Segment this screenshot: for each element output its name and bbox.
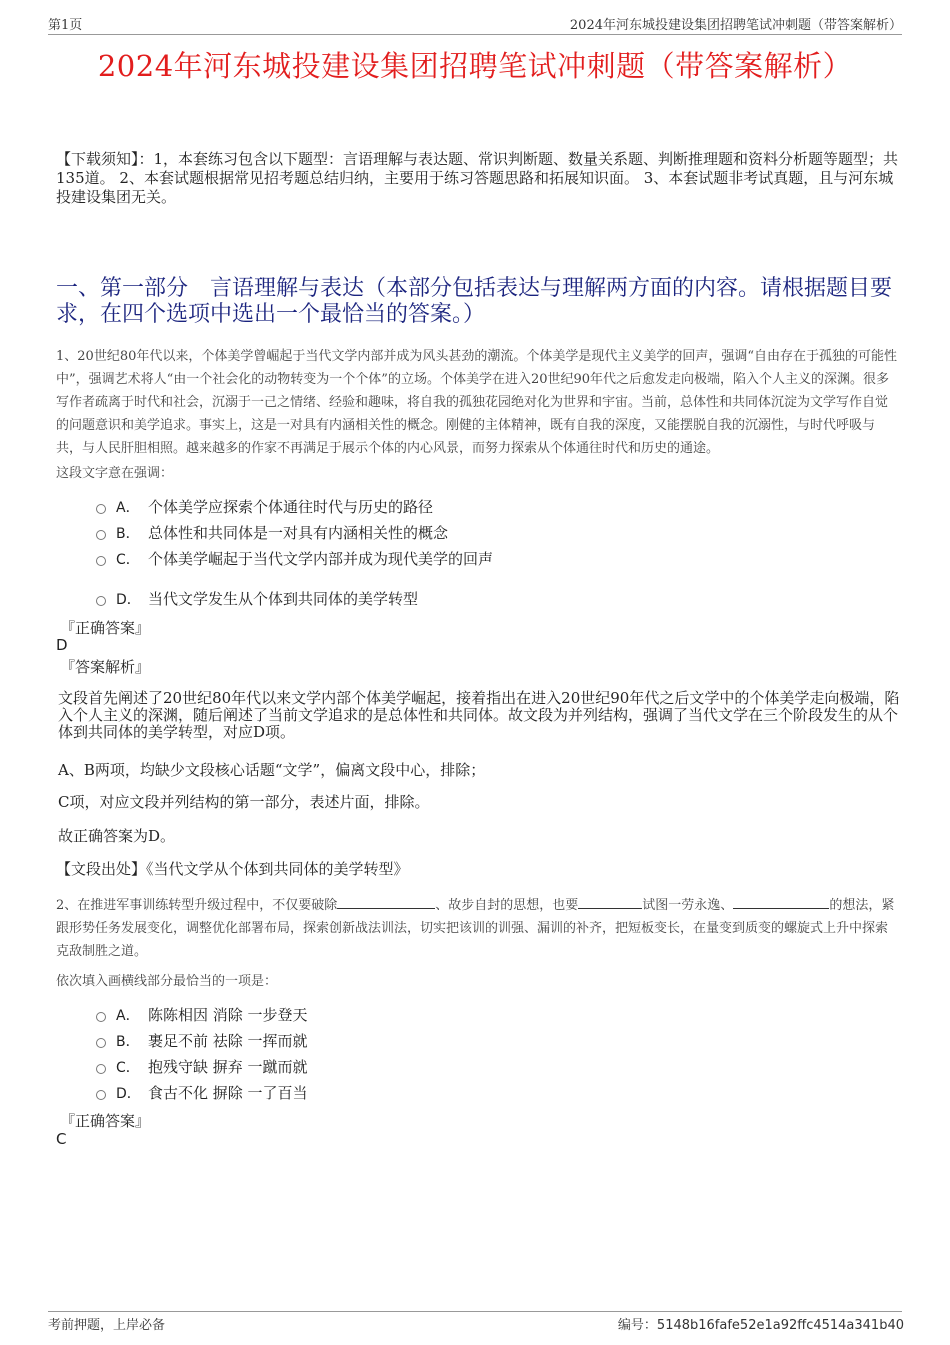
running-title: 2024年河东城投建设集团招聘笔试冲刺题（带答案解析） <box>569 18 902 33</box>
answer-label: 『正确答案』 <box>60 1112 151 1130</box>
q2-option-c[interactable] <box>96 1056 308 1077</box>
q1-option-a[interactable] <box>96 496 433 517</box>
option-text: 当代文学发生从个体到共同体的美学转型 <box>148 590 419 608</box>
question-text-segment: 的想法，紧跟形势任务发展变化，调整优化部署布局，探索创新战法训法，切实把该训的训强、漏训的补齐，把短板变长，在量变到质变的螺旋式上升中探索克敌制胜之道。 <box>56 898 895 959</box>
radio-icon[interactable] <box>96 1038 106 1048</box>
radio-icon[interactable] <box>96 1064 106 1074</box>
analysis-paragraph: 文段首先阐述了20世纪80年代以来文学内部个体美学崛起，接着指出在进入20世纪90年代之后文学中的个体美学走向极端，陷入个人主义的深渊，随后阐述了当前文学追求的是总体性和共同体。故文段为并列结构，强调了当代文学在三个阶段发生的从个体到共同体的美学转型，对应D项。 <box>58 689 900 741</box>
q1-option-b[interactable] <box>96 522 448 543</box>
q2-option-d[interactable] <box>96 1082 308 1103</box>
header-divider <box>48 34 902 35</box>
q2-option-a[interactable] <box>96 1004 308 1025</box>
option-text: 食古不化 摒除 一了百当 <box>148 1084 308 1102</box>
analysis-label: 『答案解析』 <box>60 658 151 676</box>
document-title: 2024年河东城投建设集团招聘笔试冲刺题（带答案解析） <box>97 49 853 83</box>
q1-option-d[interactable] <box>96 588 418 609</box>
option-text: 个体美学应探索个体通往时代与历史的路径 <box>148 498 434 516</box>
option-text: 总体性和共同体是一对具有内涵相关性的概念 <box>148 524 449 542</box>
radio-icon[interactable] <box>96 1090 106 1100</box>
analysis-paragraph: A、B两项，均缺少文段核心话题“文学”，偏离文段中心，排除； <box>58 761 486 779</box>
analysis-paragraph: 故正确答案为D。 <box>58 827 176 845</box>
analysis-paragraph: C项，对应文段并列结构的第一部分，表述片面，排除。 <box>58 793 430 811</box>
option-letter: C． <box>116 1059 140 1076</box>
document-id: 编号：5148b16fafe52e1a92ffc4514a341b40 <box>617 1318 904 1333</box>
fill-blank <box>733 896 829 909</box>
option-letter: B． <box>116 525 140 542</box>
question-2-text <box>56 894 898 963</box>
question-2-prompt: 依次填入画横线部分最恰当的一项是： <box>56 974 278 989</box>
answer-label: 『正确答案』 <box>60 619 151 637</box>
option-letter: A． <box>116 1007 140 1024</box>
option-text: 个体美学崛起于当代文学内部并成为现代美学的回声 <box>148 550 494 568</box>
question-1-prompt: 这段文字意在强调： <box>56 466 174 481</box>
question-text-segment: 、故步自封的思想，也要 <box>435 898 579 913</box>
option-text: 裹足不前 祛除 一挥而就 <box>148 1032 308 1050</box>
option-text: 陈陈相因 消除 一步登天 <box>148 1006 308 1024</box>
radio-icon[interactable] <box>96 556 106 566</box>
option-letter: D． <box>116 1085 141 1102</box>
option-letter: C． <box>116 551 140 568</box>
footer-slogan: 考前押题，上岸必备 <box>48 1318 166 1333</box>
download-notice: 【下载须知】：1，本套练习包含以下题型：言语理解与表达题、常识判断题、数量关系题、判断推理题和资料分析题等题型；共135道。 2、本套试题根据常见招考题总结归纳，主要用于练习答题思路和拓展知识面。 3、本套试题非考试真题，且与河东城投建设集团无关。 <box>56 150 899 206</box>
radio-icon[interactable] <box>96 1012 106 1022</box>
option-letter: A． <box>116 499 140 516</box>
question-text-segment: 2、在推进军事训练转型升级过程中，不仅要破除 <box>56 898 338 913</box>
option-letter: B． <box>116 1033 140 1050</box>
footer-divider <box>48 1311 902 1312</box>
radio-icon[interactable] <box>96 530 106 540</box>
option-text: 抱残守缺 摒弃 一蹴而就 <box>148 1058 308 1076</box>
question-1-text: 1、20世纪80年代以来，个体美学曾崛起于当代文学内部并成为风头甚劲的潮流。个体美学是现代主义美学的回声，强调“自由存在于孤独的可能性中”，强调艺术将人“由一个社会化的动物转变为一个个体”的立场。个体美学在进入20世纪90年代之后愈发走向极端，陷入个人主义的深渊。很多写作者疏离于时代和社会，沉溺于一己之情绪、经验和趣味，将自我的孤独花园绝对化为世界和宇宙。当前，总体性和共同体沉淀为文学写作自觉的问题意识和美学追求。事实上，这是一对具有内涵相关性的概念。刚健的主体精神，既有自我的深度，又能摆脱自我的沉溺性，与时代呼吸与共，与人民肝胆相照。越来越多的作家不再满足于展示个体的内心风景，而努力探索从个体通往时代和历史的通途。 <box>56 349 898 456</box>
q1-option-c[interactable] <box>96 548 493 569</box>
radio-icon[interactable] <box>96 596 106 606</box>
page-number: 第1页 <box>48 18 83 33</box>
section-heading: 一、第一部分 言语理解与表达（本部分包括表达与理解两方面的内容。请根据题目要求，在四个选项中选出一个最恰当的答案。） <box>56 276 893 327</box>
fill-blank <box>578 896 642 909</box>
q2-option-b[interactable] <box>96 1030 308 1051</box>
fill-blank <box>337 896 435 909</box>
option-letter: D． <box>116 591 141 608</box>
radio-icon[interactable] <box>96 504 106 514</box>
answer-value: C <box>56 1130 67 1148</box>
question-text-segment: 试图一劳永逸、 <box>642 898 734 913</box>
answer-value: D <box>56 636 68 654</box>
source-citation: 【文段出处】《当代文学从个体到共同体的美学转型》 <box>56 860 409 878</box>
